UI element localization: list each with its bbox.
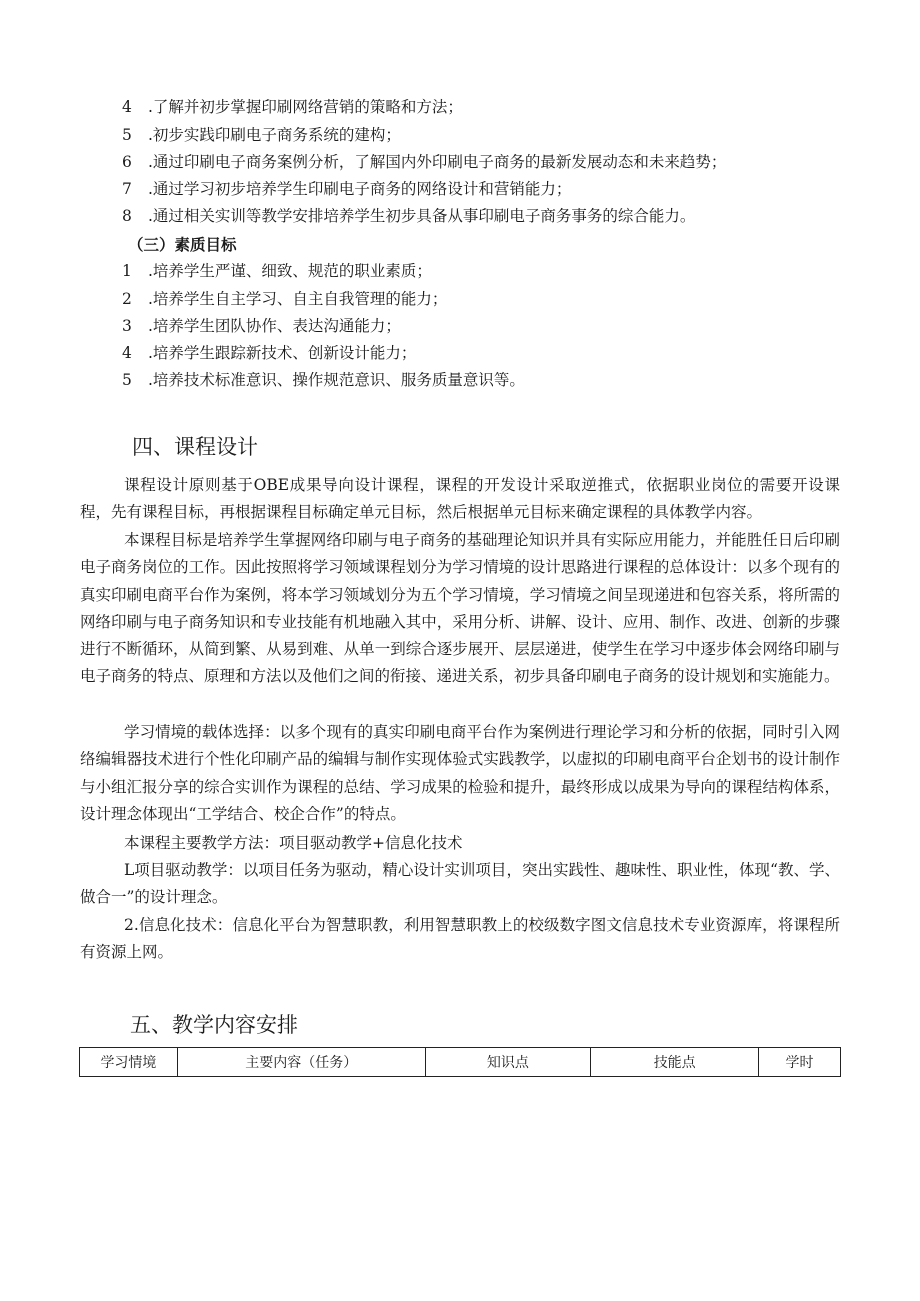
item-number: 7	[122, 180, 132, 198]
item-text: .通过印刷电子商务案例分析，了解国内外印刷电子商务的最新发展动态和未来趋势；	[148, 153, 727, 171]
teaching-content-table	[79, 1047, 841, 1077]
knowledge-item-4	[122, 97, 463, 117]
table-header-row	[80, 1048, 841, 1077]
section-4-title: 四、课程设计	[132, 435, 258, 459]
item-number: 6	[122, 153, 132, 171]
knowledge-item-8	[122, 206, 695, 226]
header-knowledge-points: 知识点	[425, 1048, 591, 1077]
knowledge-item-7	[122, 179, 571, 199]
section-4-paragraph-1: 课程设计原则基于OBE成果导向设计课程，课程的开发设计采取逆推式，依据职业岗位的需要开设课程，先有课程目标，再根据课程目标确定单元目标，然后根据单元目标来确定课程的具体教学内容。	[80, 476, 840, 522]
quality-item-5	[122, 370, 525, 390]
header-class-hours: 学时	[759, 1048, 841, 1077]
section-4-paragraph-5: L项目驱动教学：以项目任务为驱动，精心设计实训项目，突出实践性、趣味性、职业性，体现“教、学、做合一”的设计理念。	[80, 861, 840, 907]
item-text: .初步实践印刷电子商务系统的建构；	[148, 126, 401, 144]
item-number: 4	[122, 98, 132, 116]
item-number: 8	[122, 207, 132, 225]
header-skill-points: 技能点	[591, 1048, 759, 1077]
quality-objectives-heading: （三）素质目标	[128, 236, 237, 254]
item-number: 5	[122, 371, 132, 389]
header-learning-situation: 学习情境	[80, 1048, 178, 1077]
item-text: .通过相关实训等教学安排培养学生初步具备从事印刷电子商务事务的综合能力。	[148, 207, 696, 225]
item-text: .通过学习初步培养学生印刷电子商务的网络设计和营销能力；	[148, 180, 572, 198]
item-number: 1	[122, 262, 132, 280]
item-number: 4	[122, 344, 132, 362]
knowledge-item-6	[122, 152, 726, 172]
quality-item-3	[122, 316, 401, 336]
quality-item-4	[122, 343, 416, 363]
quality-item-1	[122, 261, 432, 281]
item-number: 3	[122, 317, 132, 335]
item-text: .培养学生严谨、细致、规范的职业素质；	[148, 262, 432, 280]
section-4-paragraph-2: 本课程目标是培养学生掌握网络印刷与电子商务的基础理论知识并具有实际应用能力，并能胜任日后印刷电子商务岗位的工作。因此按照将学习领域课程划分为学习情境的设计思路进行课程的总体设计：以多个现有的真实印刷电商平台作为案例，将本学习领域划分为五个学习情境，学习情境之间呈现递进和包容关系，将所需的网络印刷与电子商务知识和专业技能有机地融入其中，采用分析、讲解、设计、应用、制作、改进、创新的步骤进行不断循环，从简到繁、从易到难、从单一到综合逐步展开、层层递进，使学生在学习中逐步体会网络印刷与电子商务的特点、原理和方法以及他们之间的衔接、递进关系，初步具备印刷电子商务的设计规划和实施能力。	[80, 531, 840, 686]
item-text: .培养学生跟踪新技术、创新设计能力；	[148, 344, 417, 362]
item-number: 2	[122, 290, 132, 308]
item-text: .培养学生自主学习、自主自我管理的能力；	[148, 290, 448, 308]
section-5-title: 五、教学内容安排	[130, 1013, 298, 1037]
section-4-paragraph-6: 2.信息化技术：信息化平台为智慧职教，利用智慧职教上的校级数字图文信息技术专业资源库，将课程所有资源上网。	[80, 916, 840, 962]
item-text: .培养技术标准意识、操作规范意识、服务质量意识等。	[148, 371, 525, 389]
quality-item-2	[122, 289, 447, 309]
knowledge-item-5	[122, 125, 401, 145]
section-4-paragraph-4: 本课程主要教学方法：项目驱动教学+信息化技术	[124, 834, 463, 852]
item-text: .培养学生团队协作、表达沟通能力；	[148, 317, 401, 335]
item-number: 5	[122, 126, 132, 144]
section-4-paragraph-3: 学习情境的载体选择：以多个现有的真实印刷电商平台作为案例进行理论学习和分析的依据，同时引入网络编辑器技术进行个性化印刷产品的编辑与制作实现体验式实践教学，以虚拟的印刷电商平台企划书的设计制作与小组汇报分享的综合实训作为课程的总结、学习成果的检验和提升，最终形成以成果为导向的课程结构体系，设计理念体现出“工学结合、校企合作”的特点。	[80, 723, 840, 823]
item-text: .了解并初步掌握印刷网络营销的策略和方法；	[148, 98, 463, 116]
header-main-content: 主要内容（任务）	[177, 1048, 425, 1077]
